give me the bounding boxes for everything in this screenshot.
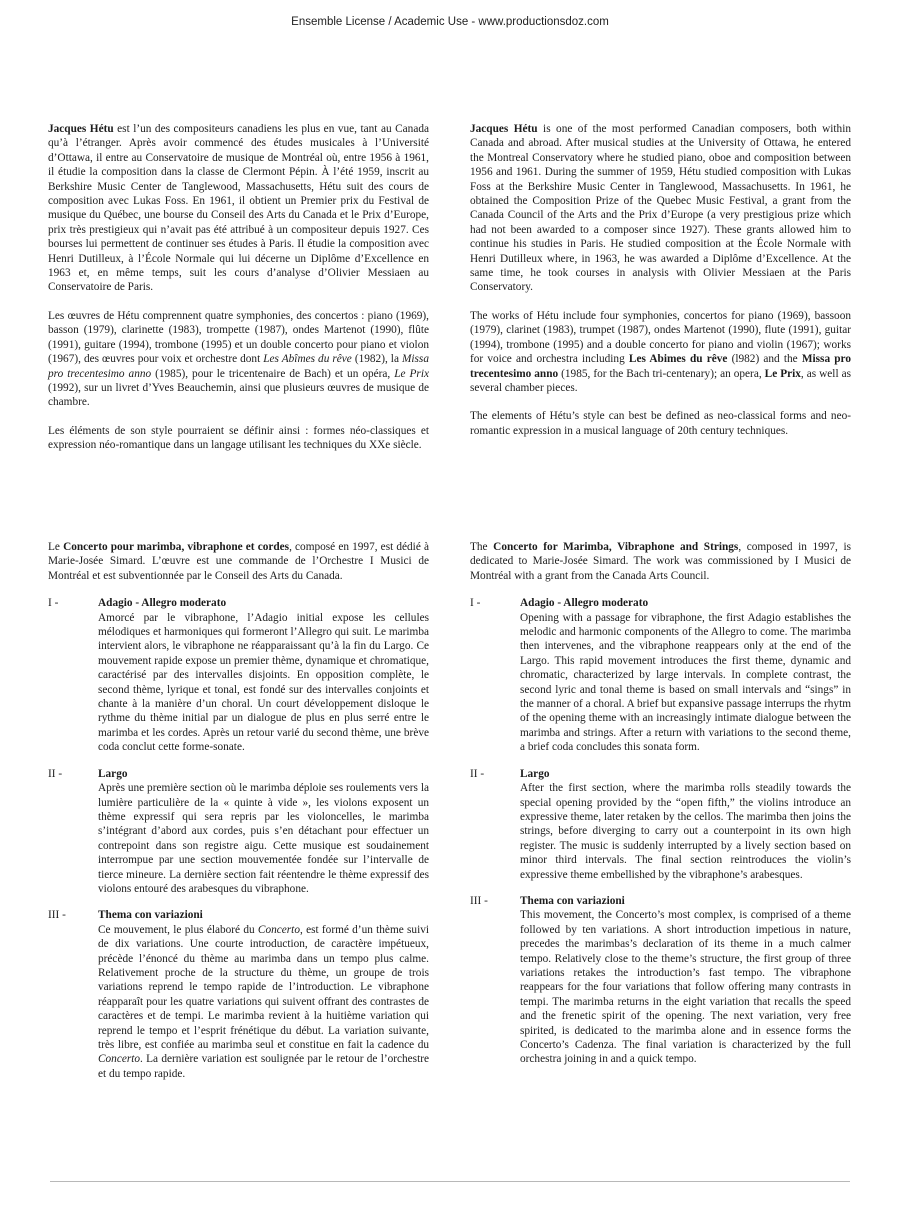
movement-title: Thema con variazioni — [520, 894, 625, 907]
movement-number: III - — [48, 909, 66, 922]
movement-title: Thema con variazioni — [98, 909, 203, 922]
french-concerto-column — [48, 540, 429, 1093]
movement-number: I - — [470, 597, 481, 610]
french-movement-2 — [48, 767, 429, 897]
french-movement-1 — [48, 596, 429, 754]
composer-name: Jacques Hétu — [48, 123, 114, 135]
english-style-paragraph: The elements of Hétu’s style can best be defined as neo-classical forms and neo-romantic expression in a musical language of 20th century techniques. — [470, 410, 851, 437]
movement-number: I - — [48, 597, 59, 610]
french-bio-paragraph: Jacques Hétu est l’un des compositeurs canadiens les plus en vue, tant au Canada qu’à l’étranger. Après avoir commencé des études musicales à l’Université d’Ottawa, il entre au Conservatoire de musique de Montréal où, entre 1956 à 1961, il étudie la composition dans la classe de Clermont Pépin. À l’été 1959, inscrit au Berkshire Music Center de Tanglewood, Massachusetts, Hétu suit des cours de composition avec Lukas Foss. En 1961, il obtient un Premier prix du Festival de musique du Québec, une bourse du Conseil des Arts du Canada et le Prix d’Europe, prix très prestigieux qui n’avait pas été attribué à un compositeur depuis 1927. Ces bourses lui permettent de continuer ses études à Paris. Il étudie la composition avec Henri Dutilleux, à l’École Normale qui lui décerne un Diplôme d’Excellence en 1963 et, en même temps, suit les cours d’analyse d’Olivier Messiaen au Conservatoire de Paris. — [48, 123, 429, 294]
english-movement-2 — [470, 767, 851, 882]
movement-description: Ce mouvement, le plus élaboré du Concerto, est formé d’un thème suivi de dix variations. Une courte introduction, de caractère impétueux, précède l’énoncé du thème au marimba dans un tempo plus calme. Relativement proche de la structure du thème, un groupe de trois variations reprend le tempo rapide de l’introduction. Le vibraphone réapparaît pour les quatre variations qui suivent offrant des contrastes de caractères et de tempi. Le marimba revient à la huitième variation qui reprend le tempo et l’esprit frénétique du début. La variation suivante, très libre, est confiée au marimba seul et constitue en fait la cadence du Concerto. La dernière variation est soulignée par le retour de l’orchestre et du tempo rapide. — [98, 923, 429, 1080]
movement-title: Largo — [520, 767, 550, 780]
movement-number: II - — [48, 767, 63, 780]
movement-title: Adagio - Allegro moderato — [98, 597, 227, 610]
movement-number: III - — [470, 894, 488, 907]
english-works-paragraph: The works of Hétu include four symphonies, concertos for piano (1969), bassoon (1979), clarinet (1983), trumpet (1987), ondes Martenot (1990), flute (1991), guitar (1994), trombone (1995) and a double concerto for piano and violin (1967); works for voice and orchestra including Les Abimes du rêve (l982) and the Missa pro trecentesimo anno (1985, for the Bach tri-centenary); an opera, Le Prix, as well as several chamber pieces. — [470, 309, 852, 394]
movement-title: Largo — [98, 767, 128, 780]
english-concerto-column — [470, 540, 851, 1079]
french-bio-column — [48, 122, 429, 467]
movement-title: Adagio - Allegro moderato — [520, 597, 649, 610]
movement-description: After the first section, where the marimba rolls steadily towards the special opening provided by the “open fifth,” the violins introduce an expressive theme, later retaken by the cellos. The marimba then joins the strings, before diverging to carry out a counterpoint in its own high register. The music is suddenly interrupted by a lively section based on minor third intervals. The final section reintroduces the violin’s expressive theme embellished by the vibraphone’s arabesques. — [520, 782, 851, 881]
english-bio-paragraph: Jacques Hétu is one of the most performed Canadian composers, both within Canada and abroad. After musical studies at the University of Ottawa, he entered the Montreal Conservatory where he studied piano, oboe and composition between 1956 and 1961. During the summer of 1959, Hétu studied composition with Lukas Foss at the Berkshire Music Center in Tanglewood, Massachusetts. In 1961, he obtained the Composition Prize of the Quebec Music Festival, a grant from the Canada Council of the Arts and the Prix d’Europe (a very prestigious prize which had not been awarded to a composer since 1927). These grants allowed him to continue his studies in Paris. He studied composition at the École Normale with Henri Dutilleux where, in 1963, he was awarded a Diplôme d’Excellence. At the same time, he took courses in analysis with Olivier Messiaen at the Paris Conservatory. — [470, 123, 851, 294]
movement-number: II - — [470, 767, 485, 780]
english-bio-column — [470, 122, 851, 452]
footer-rule — [50, 1181, 850, 1182]
movement-description: This movement, the Concerto’s most complex, is comprised of a theme followed by ten variations. A short introduction impetious in nature, precedes the marimbas’s declaration of its theme in a much calmer tempo. Relatively close to the theme’s structure, the first group of three variations retakes the introduction’s fast tempo. The vibraphone reappears for the four variations that follow offering many contrasts in tempi. The marimba returns in the eight variation that recalls the speed and the frenetic spirit of the opening. The next variation, very free spirited, is dedicated to the marimba alone and in essence forms the Concerto’s Cadenza. The final variation is characterized by the full orchestra joining in and a quick tempo. — [520, 909, 851, 1066]
french-concerto-intro: Le Concerto pour marimba, vibraphone et cordes, composé en 1997, est dédié à Marie-Josée Simard. L’œuvre est une commande de l’Orchestre I Musici de Montréal et est subventionnée par le Conseil des Arts du Canada. — [48, 541, 429, 582]
english-movement-3 — [470, 894, 851, 1067]
french-style-paragraph: Les éléments de son style pourraient se définir ainsi : formes néo-classiques et expression néo-romantique dans un langage utilisant les techniques du XXe siècle. — [48, 424, 429, 452]
movement-description: Amorcé par le vibraphone, l’Adagio initial expose les cellules mélodiques et harmoniques qui formeront l’Allegro qui suit. Le marimba intervient alors, le vibraphone ne réapparaissant qu’à la fin du Largo. Ce mouvement rapide expose un premier thème, dynamique et chromatique, caractérisé par des intervalles disjoints. En opposition complète, le second thème, lyrique et tonal, est fondé sur des intervalles conjoints et chante à la manière d’un choral. Un court développement disloque le rythme du thème initial par un dialogue de plus en plus serré entre le marimba et les cordes. Après un retour varié du second thème, une brève coda conclut cette forme-sonate. — [98, 611, 429, 754]
composer-name: Jacques Hétu — [470, 123, 538, 135]
english-concerto-intro: The Concerto for Marimba, Vibraphone and Strings, composed in 1997, is dedicated to Marie-Josée Simard. The work was commissioned by I Musici de Montréal with a grant from the Canada Arts Council. — [470, 541, 851, 582]
french-works-paragraph: Les œuvres de Hétu comprennent quatre symphonies, des concertos : piano (1969), basson (1979), clarinette (1983), trompette (1987), ondes Martenot (1990), flûte (1991), guitare (1994), trombone (1995) et un double concerto pour piano et violon (1967), des œuvres pour voix et orchestre dont Les Abîmes du rêve (1982), la Missa pro trecentesimo anno (1985), pour le tricentenaire de Bach) et un opéra, Le Prix (1992), sur un livret d’Yves Beauchemin, ainsi que plusieurs œuvres de musique de chambre. — [48, 309, 429, 409]
english-movement-1 — [470, 596, 851, 754]
movement-description: Opening with a passage for vibraphone, the first Adagio establishes the melodic and harmonic components of the Allegro to come. The marimba then intervenes, and the vibraphone reappears only at the end of the Largo. This rapid movement introduces the first theme, dynamic and chromatic, characterized by large intervals. In complete contrast, the second lyric and tonal theme is based on small intervals and “sings” in the manner of a choral. A brief but expansive passage interrups the rhytm of the opening theme with an increasingly intimate dialogue between the marimba and strings. After a return with variations to the second theme, a brief coda concludes this sonata form. — [520, 611, 851, 754]
license-header: Ensemble License / Academic Use - www.productionsdoz.com — [291, 16, 609, 28]
movement-description: Après une première section où le marimba déploie ses roulements vers la lumière particulière de la « quinte à vide », les violons exposent un thème expressif qui sera repris par les violoncelles, le marimba s’intégrant d’abord aux cordes, puis s’en détachant pour effectuer un contrepoint dans son registre aigu. Cette musique est soudainement interrompue par une section mouvementée fondée sur l’intervalle de tierce mineure. La dernière section fait réentendre le thème expressif des violons entouré des arabesques du vibraphone. — [98, 782, 429, 895]
french-movement-3 — [48, 908, 429, 1081]
